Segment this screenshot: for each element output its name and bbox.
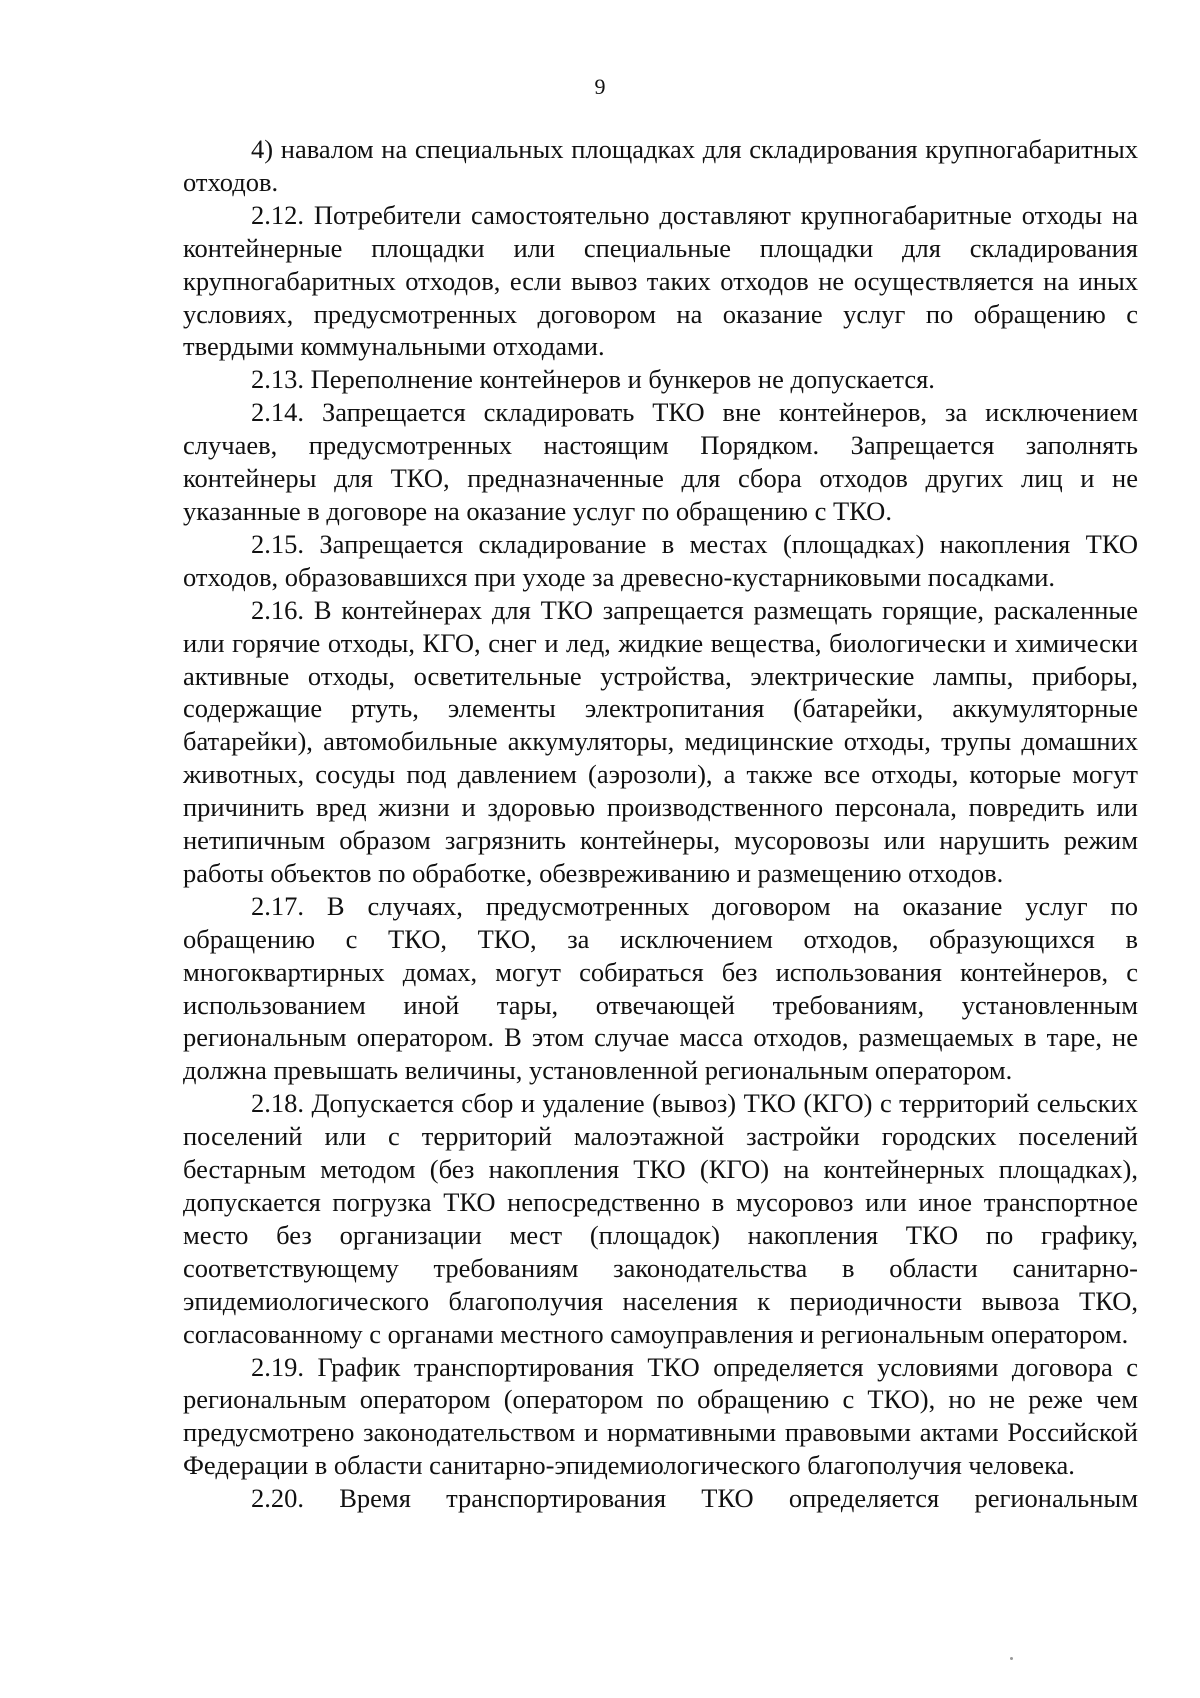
paragraph-2-18: 2.18. Допускается сбор и удаление (вывоз) ТКО (КГО) с территорий сельских поселений или с территорий малоэтажной застройки городских поселений бестарным методом (без накопления ТКО (КГО) на контейнерных площадках), допускается погрузка ТКО непосредственно в мусоровоз или иное транспортное место без организации мест (площадок) накопления ТКО по графику, соответствующему требованиям законодательства в области санитарно-эпидемиологического благополучия населения к периодичности вывоза ТКО, согласованному с органами местного самоуправления и региональным оператором. xyxy=(183,1088,1138,1349)
paragraph-4: 4) навалом на специальных площадках для складирования крупногабаритных отходов. xyxy=(183,134,1138,197)
paragraph-2-20: 2.20. Время транспортирования ТКО определяется региональным xyxy=(251,1483,1138,1514)
paragraph-2-15: 2.15. Запрещается складирование в местах (площадках) накопления ТКО отходов, образовавшихся при уходе за древесно-кустарниковыми посадками. xyxy=(183,528,1138,592)
paragraph-2-19: 2.19. График транспортирования ТКО определяется условиями договора с региональным оператором (оператором по обращению с ТКО), но не реже чем предусмотрено законодательством и нормативными правовыми актами Российской Федерации в области санитарно-эпидемиологического благополучия человека. xyxy=(183,1351,1138,1481)
paragraph-2-14: 2.14. Запрещается складировать ТКО вне контейнеров, за исключением случаев, предусмотренных настоящим Порядком. Запрещается заполнять контейнеры для ТКО, предназначенные для сбора отходов других лиц и не указанные в договоре на оказание услуг по обращению с ТКО. xyxy=(183,397,1138,526)
paragraph-2-12: 2.12. Потребители самостоятельно доставляют крупногабаритные отходы на контейнерные площадки или специальные площадки для складирования крупногабаритных отходов, если вывоз таких отходов не осуществляется на иных условиях, предусмотренных договором на оказание услуг по обращению с твердыми коммунальными отходами. xyxy=(183,199,1138,362)
scan-speck xyxy=(1010,1657,1013,1660)
paragraph-2-16: 2.16. В контейнерах для ТКО запрещается размещать горящие, раскаленные или горячие отходы, КГО, снег и лед, жидкие вещества, биологически и химически активные отходы, осветительные устройства, электрические лампы, приборы, содержащие ртуть, элементы электропитания (батарейки, аккумуляторные батарейки), автомобильные аккумуляторы, медицинские отходы, трупы домашних животных, сосуды под давлением (аэрозоли), а также все отходы, которые могут причинить вред жизни и здоровью производственного персонала, повредить или нетипичным образом загрязнить контейнеры, мусоровозы или нарушить режим работы объектов по обработке, обезвреживанию и размещению отходов. xyxy=(183,594,1138,888)
paragraph-2-17: 2.17. В случаях, предусмотренных договором на оказание услуг по обращению с ТКО, ТКО, за исключением отходов, образующихся в многоквартирных домах, могут собираться без использования контейнеров, с использованием иной тары, отвечающей требованиям, установленным региональным оператором. В этом случае масса отходов, размещаемых в таре, не должна превышать величины, установленной региональным оператором. xyxy=(183,890,1138,1086)
page-number: 9 xyxy=(594,74,606,99)
paragraph-2-13: 2.13. Переполнение контейнеров и бункеров не допускается. xyxy=(251,364,935,395)
document-body xyxy=(183,133,1138,1515)
